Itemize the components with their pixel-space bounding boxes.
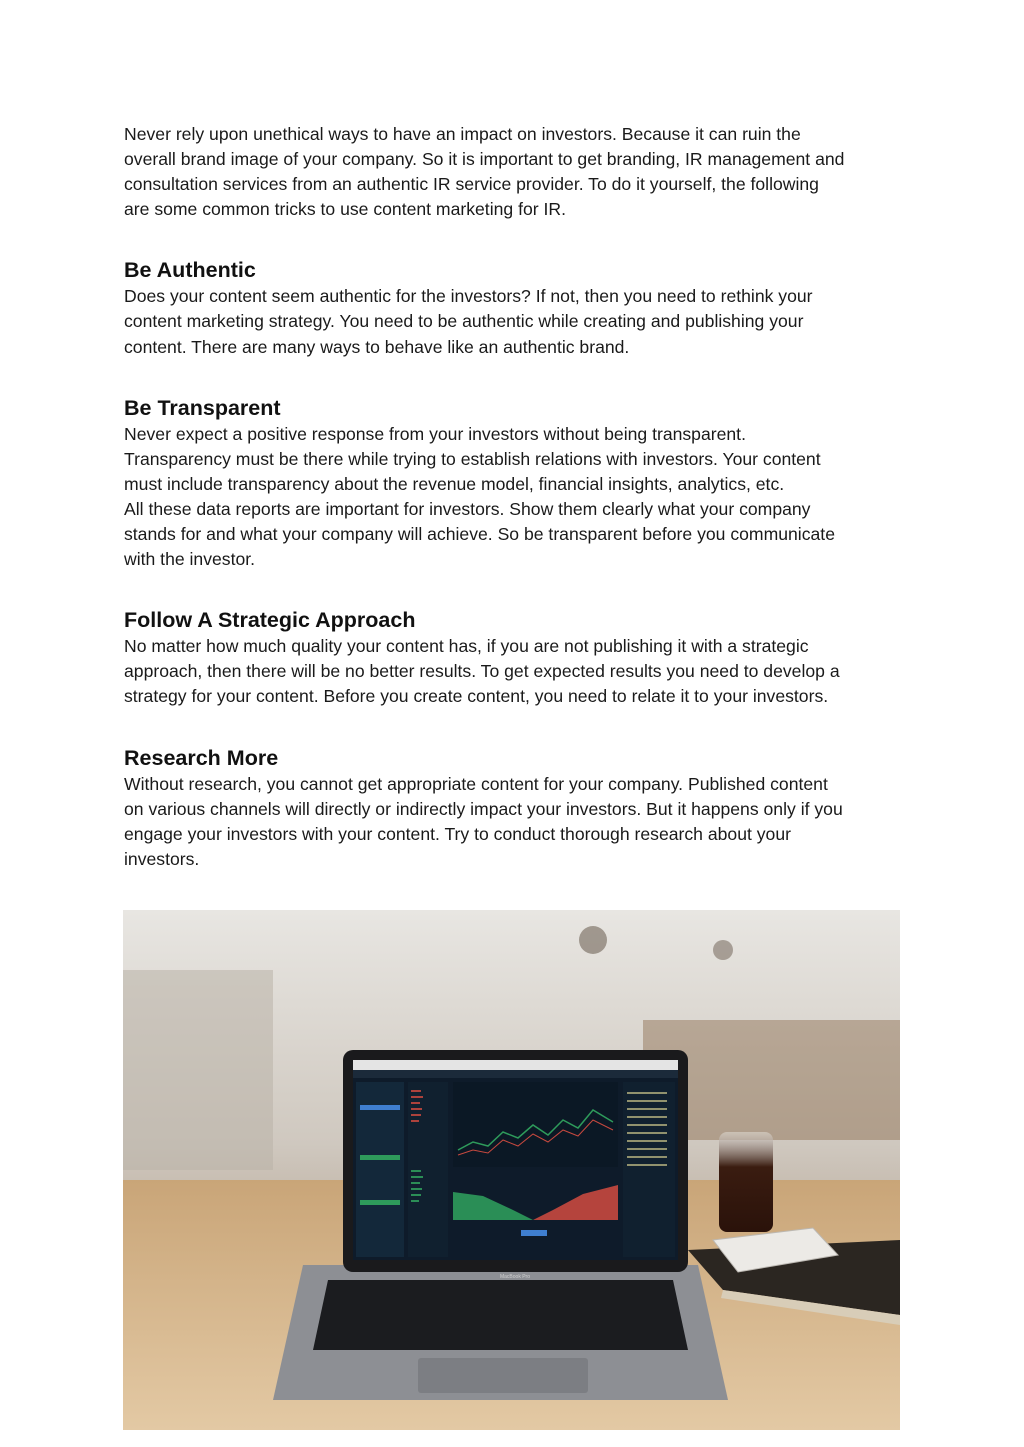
text-line: All these data reports are important for investors. Show them clearly what your company bbox=[124, 498, 811, 519]
text-line: engage your investors with your content. Try to conduct thorough research about your bbox=[124, 823, 791, 844]
section-strategic-approach bbox=[124, 606, 904, 709]
section-heading: Be Authentic bbox=[124, 258, 256, 283]
section-heading: Follow A Strategic Approach bbox=[124, 608, 416, 633]
document-body bbox=[124, 122, 904, 906]
text-line: are some common tricks to use content marketing for IR. bbox=[124, 199, 566, 220]
text-line: Never rely upon unethical ways to have an impact on investors. Because it can ruin the bbox=[124, 124, 801, 144]
section-heading: Be Transparent bbox=[124, 395, 281, 420]
background-shelf bbox=[123, 970, 273, 1170]
text-line: content. There are many ways to behave like an authentic brand. bbox=[124, 336, 630, 357]
laptop-label: MacBook Pro bbox=[499, 1274, 531, 1280]
section-paragraph bbox=[124, 634, 904, 709]
text-line: Never expect a positive response from your investors without being transparent. bbox=[124, 423, 746, 444]
text-line: investors. bbox=[124, 848, 200, 869]
text-line: approach, then there will be no better results. To get expected results you need to develop a bbox=[124, 661, 840, 682]
text-line: strategy for your content. Before you create content, you need to relate it to your investors. bbox=[124, 686, 829, 707]
section-be-transparent bbox=[124, 394, 904, 573]
section-be-authentic bbox=[124, 256, 904, 359]
section-research-more bbox=[124, 744, 904, 872]
section-paragraph bbox=[124, 422, 904, 573]
glass-of-coffee bbox=[719, 1132, 773, 1232]
section-paragraph bbox=[124, 772, 904, 872]
section-heading: Research More bbox=[124, 745, 279, 770]
text-line: Transparency must be there while trying to establish relations with investors. Your content bbox=[124, 448, 821, 469]
laptop-photo bbox=[123, 910, 900, 1430]
laptop-trackpad bbox=[418, 1358, 588, 1393]
text-line: Without research, you cannot get appropriate content for your company. Published content bbox=[124, 773, 828, 794]
text-line: Does your content seem authentic for the investors? If not, then you need to rethink your bbox=[124, 286, 813, 307]
text-line: on various channels will directly or indirectly impact your investors. But it happens only if you bbox=[124, 798, 843, 819]
laptop-keyboard bbox=[313, 1280, 688, 1350]
text-line: stands for and what your company will achieve. So be transparent before you communicate bbox=[124, 524, 835, 545]
text-line: consultation services from an authentic IR service provider. To do it yourself, the following bbox=[124, 174, 819, 195]
text-line: must include transparency about the revenue model, financial insights, analytics, etc. bbox=[124, 473, 785, 494]
section-paragraph bbox=[124, 284, 904, 359]
intro-paragraph bbox=[124, 122, 904, 222]
text-line: content marketing strategy. You need to be authentic while creating and publishing your bbox=[124, 311, 804, 332]
text-line: with the investor. bbox=[124, 549, 256, 570]
text-line: No matter how much quality your content has, if you are not publishing it with a strategic bbox=[124, 636, 809, 657]
text-line: overall brand image of your company. So it is important to get branding, IR management and bbox=[124, 149, 845, 170]
